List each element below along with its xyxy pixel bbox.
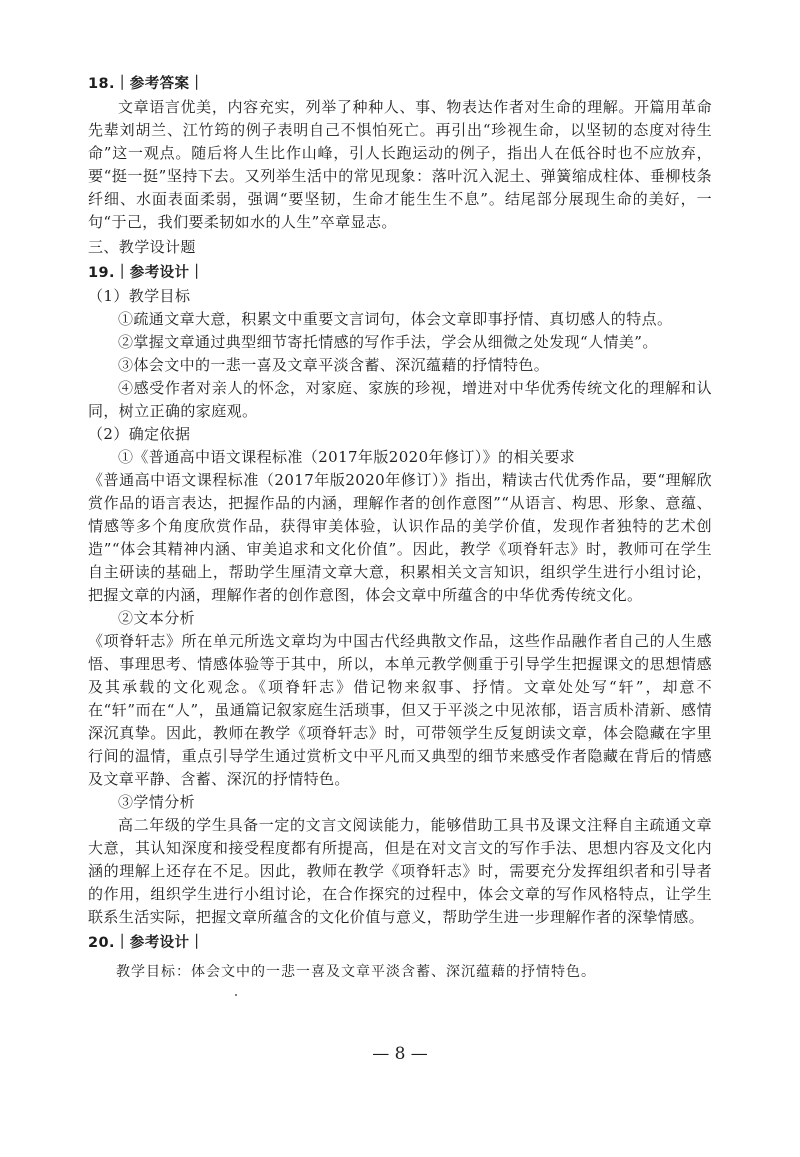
q19-heading bbox=[88, 261, 712, 285]
page-number: — 8 — bbox=[372, 1044, 428, 1064]
q20-tag: ｜参考设计｜ bbox=[114, 935, 205, 951]
q19-goal-title: （1）教学目标 bbox=[88, 287, 191, 305]
q19-basis2-body: 《项脊轩志》所在单元所选文章均为中国古代经典散文作品，这些作品融作者自己的人生感悟、事理思考、情感体验等于其中，所以，本单元教学侧重于引导学生把握课文的思想情感及其承载的文化观念。《项脊轩志》借记物来叙事、抒情。文章处处写“轩”，却意不在“轩”而在“人”，虽通篇记叙家庭生活琐事，但又于平淡之中见浓郁，语言质朴清新、感情深沉真挚。因此，教师在教学《项脊轩志》时，可带领学生反复朗读文章，体会隐藏在字里行间的温情，重点引导学生通过赏析文中平凡而又典型的细节来感受作者隐藏在背后的情感及文章平静、含蓄、深沉的抒情特色。 bbox=[88, 632, 712, 788]
page-content bbox=[88, 70, 712, 984]
q20-heading bbox=[88, 931, 712, 955]
q19-basis2-title: ②文本分析 bbox=[118, 609, 196, 627]
q19-basis1-title: ①《普通高中语文课程标准（2017年版2020年修订）》的相关要求 bbox=[118, 448, 576, 466]
q18-heading bbox=[88, 72, 712, 96]
q19-goal-3: ③体会文中的一悲一喜及文章平淡含蓄、深沉蕴藉的抒情特色。 bbox=[118, 356, 550, 374]
q19-tag: ｜参考设计｜ bbox=[114, 265, 205, 281]
q18-number: 18. bbox=[88, 76, 115, 92]
q18-tag: ｜参考答案｜ bbox=[114, 76, 205, 92]
q18-answer: 文章语言优美，内容充实，列举了种种人、事、物表达作者对生命的理解。开篇用革命先辈刘胡兰、江竹筠的例子表明自己不惧怕死亡。再引出“珍视生命，以坚韧的态度对待生命”这一观点。随后将人生比作山峰，引人长跑运动的例子，指出人在低谷时也不应放弃，要“挺一挺”坚持下去。又列举生活中的常见现象：落叶沉入泥土、弹簧缩成柱体、垂柳枝条纤细、水面表面柔弱，强调“要坚韧，生命才能生生不息”。结尾部分展现生命的美好，一句“于己，我们要柔韧如水的人生”卒章显志。 bbox=[88, 98, 712, 231]
q19-basis3-body: 高二年级的学生具备一定的文言文阅读能力，能够借助工具书及课文注释自主疏通文章大意，其认知深度和接受程度都有所提高，但是在对文言文的写作手法、思想内容及文化内涵的理解上还存在不足。因此，教师在教学《项脊轩志》时，需要充分发挥组织者和引导者的作用，组织学生进行小组讨论，在合作探究的过程中，体会文章的写作风格特点，让学生联系生活实际，把握文章所蕴含的文化价值与意义，帮助学生进一步理解作者的深挚情感。 bbox=[88, 816, 712, 926]
q19-basis-title: （2）确定依据 bbox=[88, 425, 191, 443]
q19-goal-4: ④感受作者对亲人的怀念，对家庭、家族的珍视，增进对中华优秀传统文化的理解和认同，树立正确的家庭观。 bbox=[88, 379, 712, 420]
q19-basis1-body: 《普通高中语文课程标准（2017年版2020年修订）》指出，精读古代优秀作品，要“理解欣赏作品的语言表达，把握作品的内涵，理解作者的创作意图”“从语言、构思、形象、意蕴、情感等多个角度欣赏作品，获得审美体验，认识作品的美学价值，发现作者独特的艺术创造”“体会其精神内涵、审美追求和文化价值”。因此，教学《项脊轩志》时，教师可在学生自主研读的基础上，帮助学生厘清文章大意，积累相关文言知识，组织学生进行小组讨论，把握文章的内涵，理解作者的创作意图，体会文章中所蕴含的中华优秀传统文化。 bbox=[88, 471, 712, 604]
q20-handwritten-answer: 教学目标：体会文中的一悲一喜及文章平淡含蓄、深沉蕴藉的抒情特色。 bbox=[116, 964, 596, 980]
q20-number: 20. bbox=[88, 935, 115, 951]
scan-speck bbox=[235, 994, 237, 996]
section-three-title: 三、教学设计题 bbox=[88, 238, 196, 256]
q19-goal-1: ①疏通文章大意，积累文中重要文言词句，体会文章即事抒情、真切感人的特点。 bbox=[118, 310, 673, 328]
q19-goal-2: ②掌握文章通过典型细节寄托情感的写作手法，学会从细微之处发现“人情美”。 bbox=[118, 333, 658, 351]
q19-number: 19. bbox=[88, 265, 115, 281]
q19-basis3-title: ③学情分析 bbox=[118, 793, 196, 811]
